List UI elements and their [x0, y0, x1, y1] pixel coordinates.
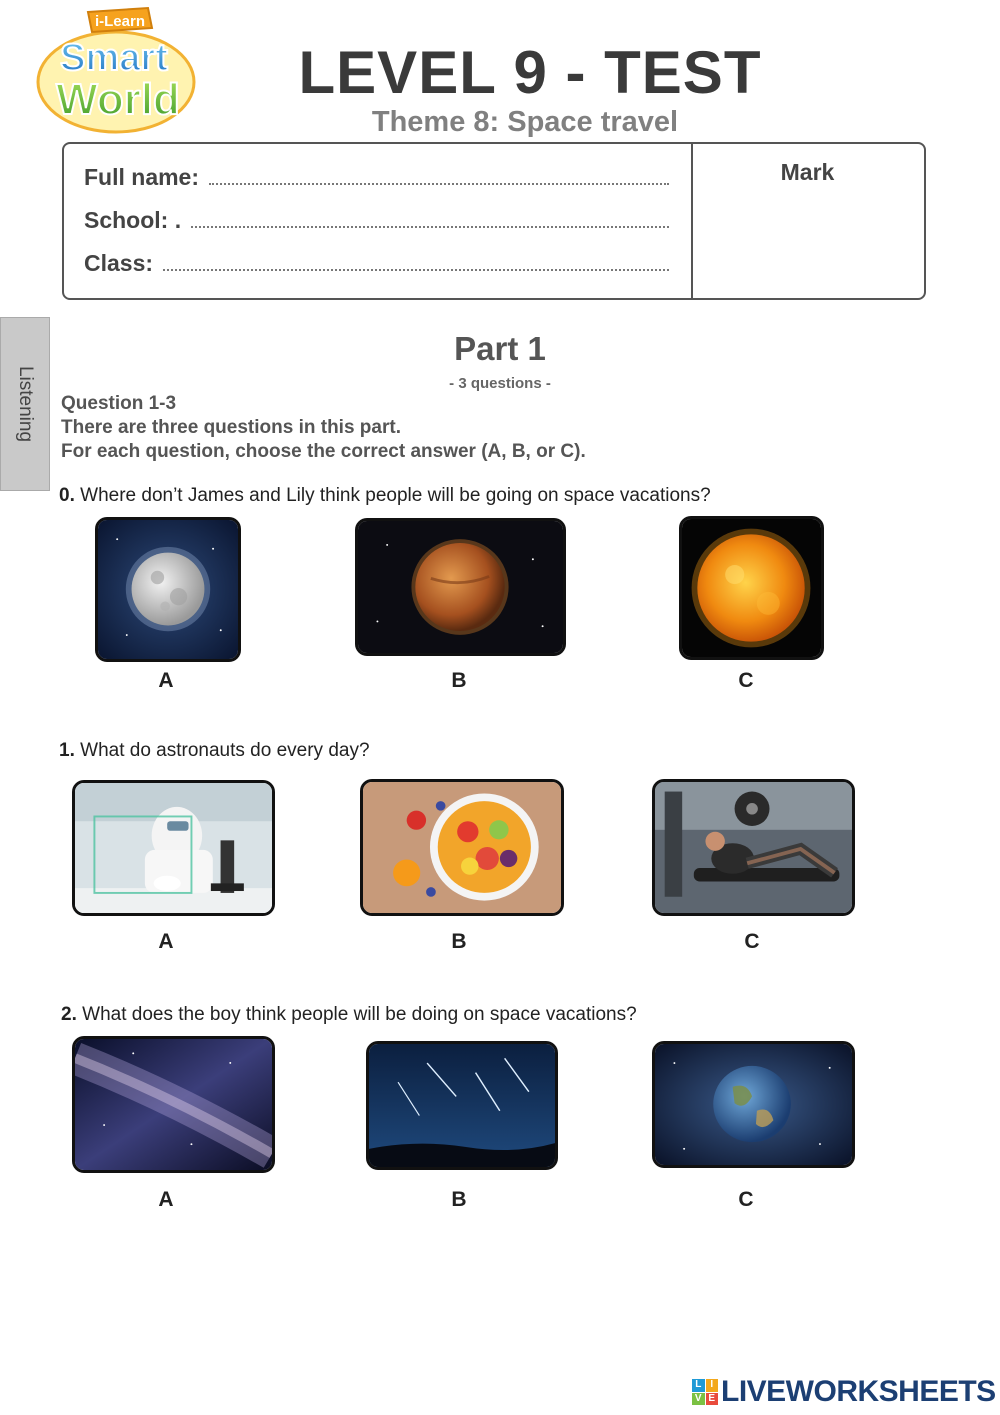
svg-text:World: World — [56, 75, 180, 124]
question-text: Where don’t James and Lily think people will be going on space vacations? — [74, 485, 711, 506]
question-text: What do astronauts do every day? — [74, 740, 370, 761]
svg-text:i-Learn: i-Learn — [94, 13, 146, 30]
question-0 — [59, 485, 711, 507]
gym-exercise-image[interactable] — [652, 779, 855, 916]
option-letter: A — [158, 930, 174, 953]
option-letter: C — [738, 1188, 754, 1211]
full-name-field[interactable] — [84, 164, 669, 191]
part-subtitle: - 3 questions - — [449, 375, 551, 392]
question-text: What does the boy think people will be doing on space vacations? — [76, 1004, 637, 1025]
smart-world-logo — [28, 4, 203, 136]
liveworksheets-icon: L I V E — [692, 1379, 718, 1405]
class-label: Class: — [84, 250, 154, 276]
instruction-line: For each question, choose the correct answer (A, B, or C). — [61, 441, 586, 462]
question-number: 0. — [59, 485, 75, 506]
option-letter: C — [744, 930, 760, 953]
instruction-line: Question 1-3 — [61, 393, 177, 414]
option-letter: B — [451, 669, 467, 692]
earth-from-space-image[interactable] — [652, 1041, 855, 1168]
school-label: School: . — [84, 207, 182, 233]
listening-side-tab — [0, 317, 50, 491]
option-letter: A — [158, 1188, 174, 1211]
option-letter: B — [451, 1188, 467, 1211]
full-name-blank[interactable] — [209, 182, 669, 185]
mark-label: Mark — [780, 159, 835, 185]
moon-image[interactable] — [95, 517, 241, 662]
page-title: LEVEL 9 - TEST — [298, 39, 762, 106]
shooting-stars-image[interactable] — [366, 1041, 558, 1170]
laboratory-scientist-image[interactable] — [72, 780, 275, 916]
fruit-bowl-image[interactable] — [360, 779, 564, 916]
mars-image[interactable] — [355, 518, 566, 656]
milky-way-image[interactable] — [72, 1036, 275, 1173]
student-info-box — [62, 142, 926, 300]
liveworksheets-brand — [692, 1375, 996, 1409]
sun-image[interactable] — [679, 516, 824, 660]
class-blank[interactable] — [163, 268, 669, 271]
option-letter: A — [158, 669, 174, 692]
question-number: 2. — [61, 1004, 77, 1025]
part-title: Part 1 — [454, 330, 546, 367]
full-name-label: Full name: — [84, 164, 200, 190]
liveworksheets-text: LIVEWORKSHEETS — [721, 1375, 996, 1408]
instruction-line: There are three questions in this part. — [61, 417, 401, 438]
option-letter: C — [738, 669, 754, 692]
class-field[interactable] — [84, 250, 669, 277]
school-blank[interactable] — [191, 225, 669, 228]
svg-text:Smart: Smart — [60, 37, 168, 79]
page-subtitle: Theme 8: Space travel — [371, 106, 679, 138]
option-letter: B — [451, 930, 467, 953]
side-tab-label: Listening — [15, 365, 36, 443]
school-field[interactable] — [84, 207, 669, 234]
question-number: 1. — [59, 740, 75, 761]
question-1 — [59, 740, 370, 762]
question-2 — [61, 1004, 637, 1026]
